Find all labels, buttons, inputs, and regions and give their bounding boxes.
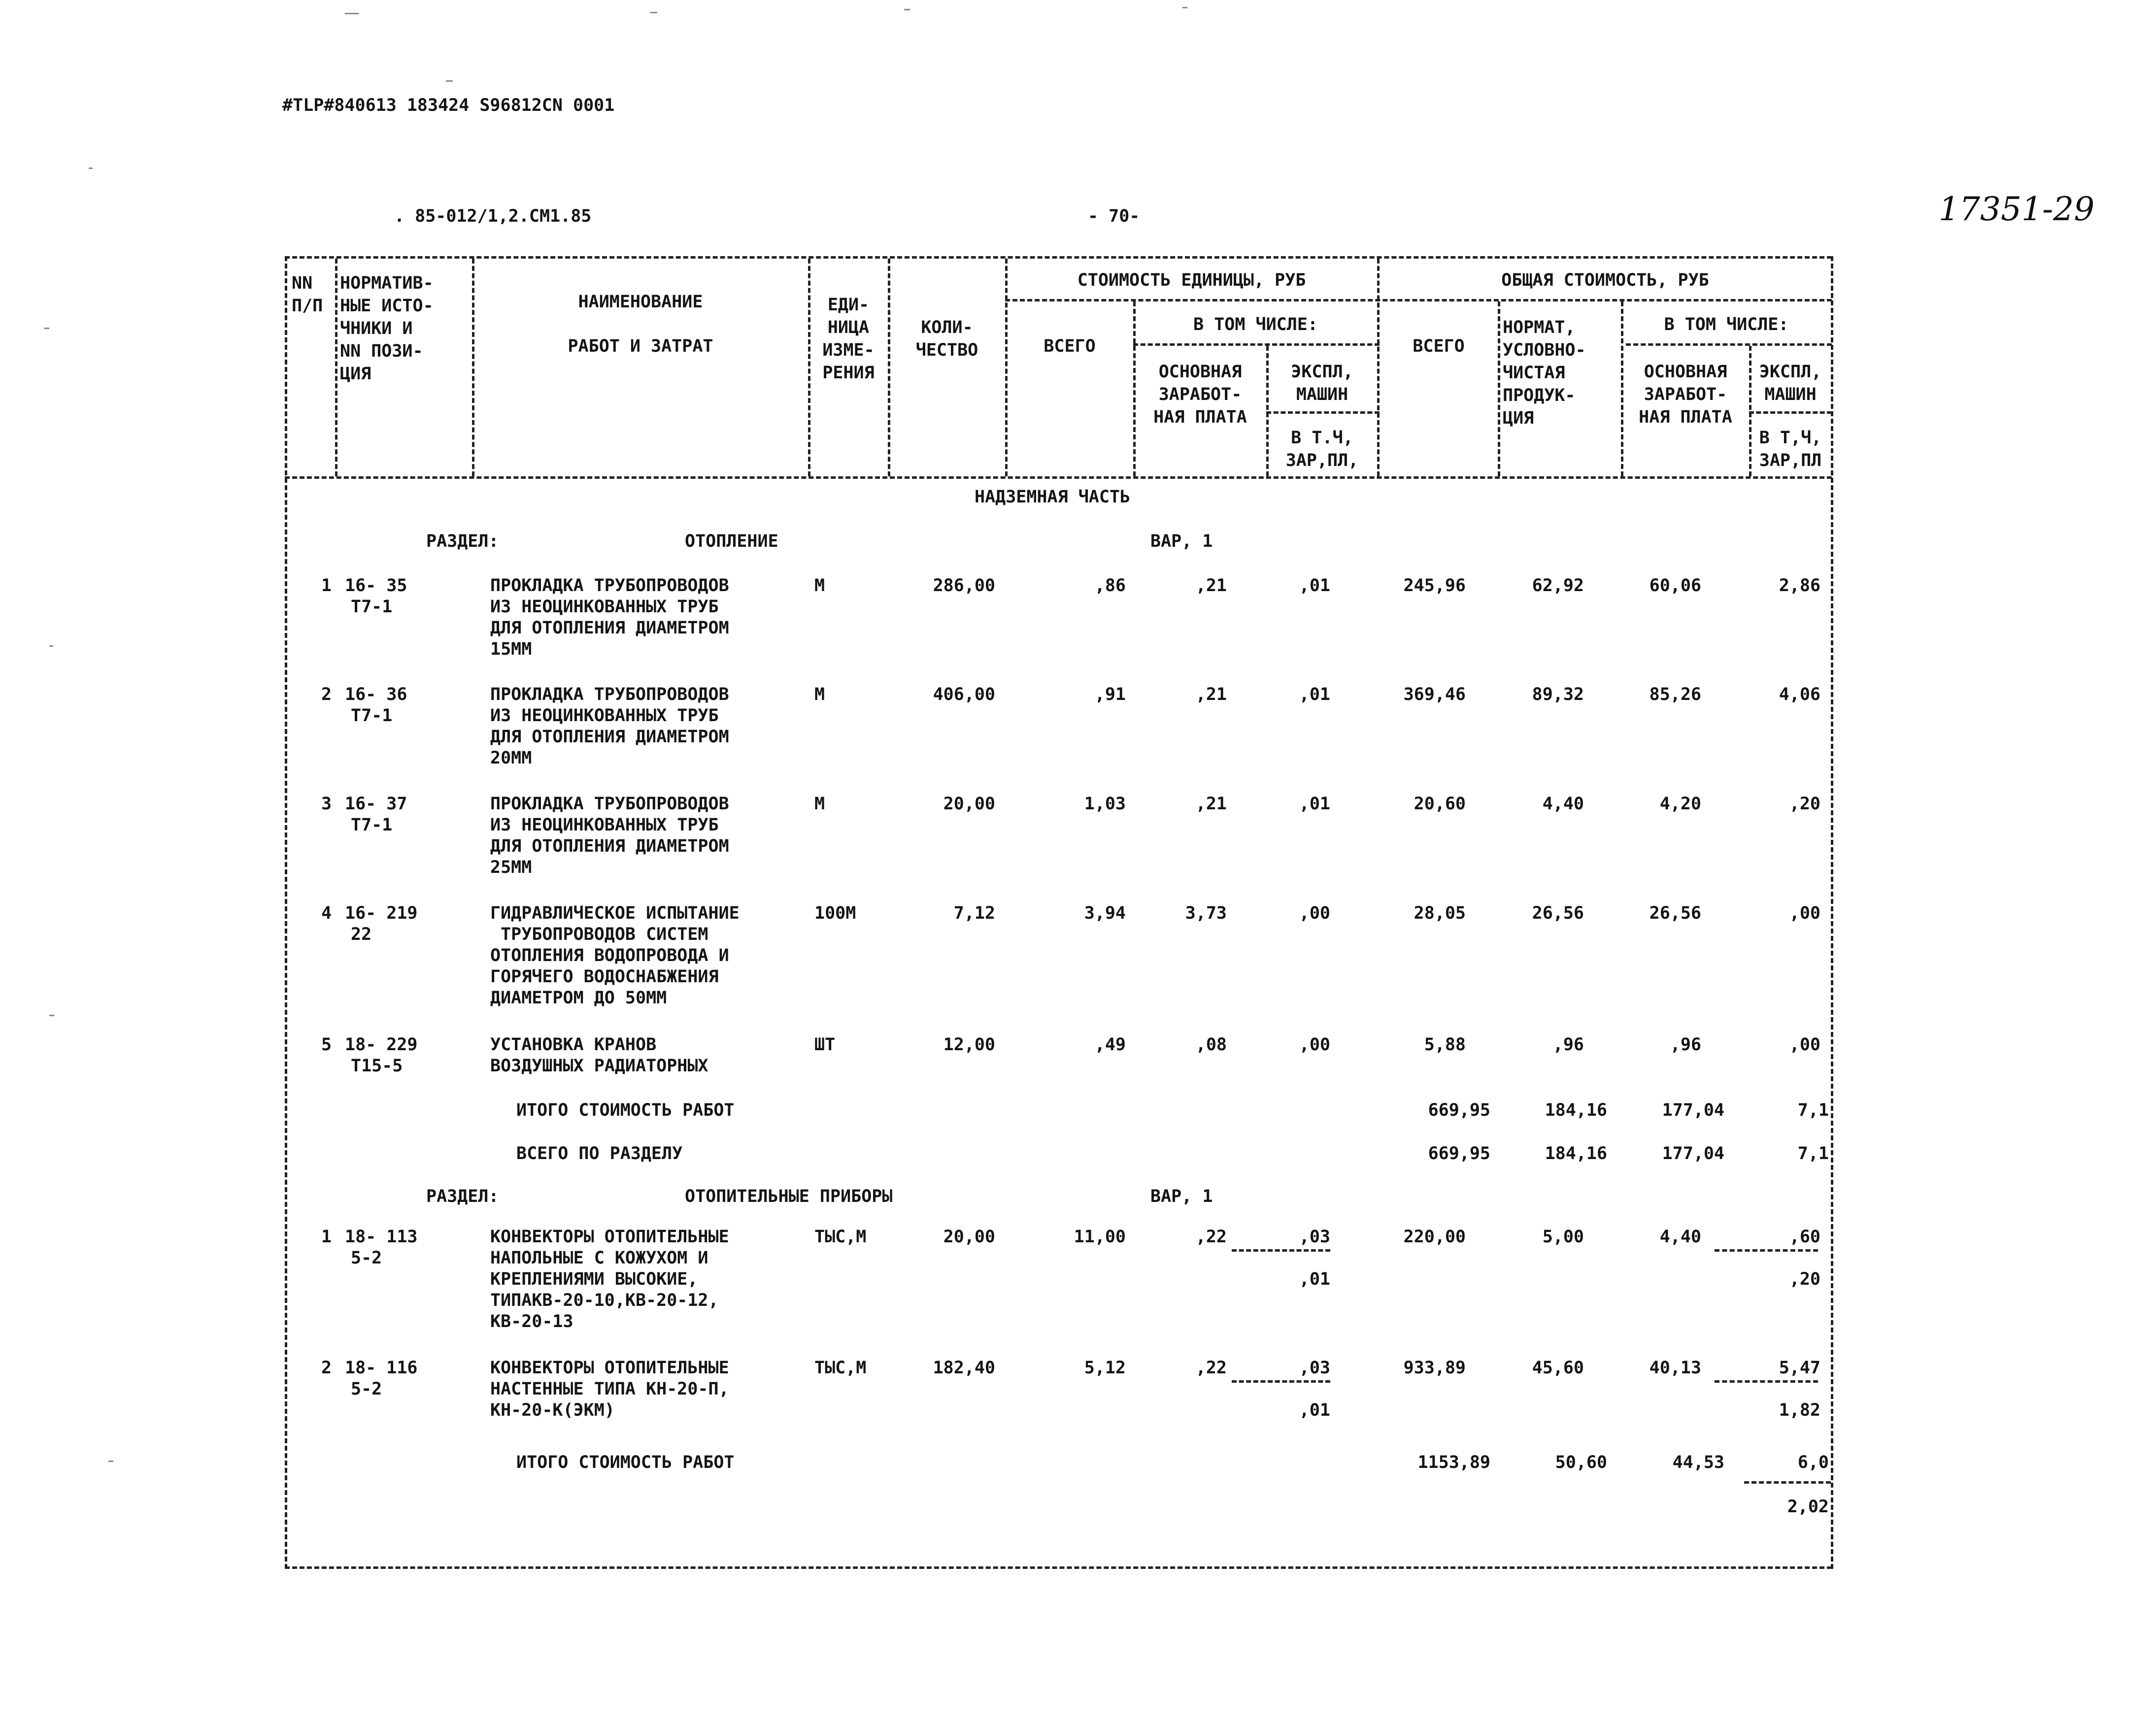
col-rule-5 xyxy=(1005,259,1008,476)
t-wages-value: 4,40 xyxy=(1659,1227,1701,1247)
qty-value: 286,00 xyxy=(933,576,995,596)
uc-total-value: ,86 xyxy=(1094,576,1126,596)
col-rule-1 xyxy=(335,259,337,476)
uc-mach-value: ,03 xyxy=(1299,1358,1330,1378)
work-name-line: ВОЗДУШНЫХ РАДИАТОРНЫХ xyxy=(490,1056,708,1076)
unit: ТЫС,М xyxy=(814,1358,867,1378)
work-name-line: ТИПАКВ-20-10,КВ-20-12, xyxy=(490,1291,719,1310)
document-code: . 85-012/1,2.CM1.85 xyxy=(394,206,592,226)
section-variant: ВАР, 1 xyxy=(1150,1187,1213,1206)
t-wages-value: 40,13 xyxy=(1649,1358,1701,1378)
uc-wages-value: ,08 xyxy=(1195,1035,1227,1055)
work-name-line: ПРОКЛАДКА ТРУБОПРОВОДОВ xyxy=(490,576,729,596)
col-rule-8 xyxy=(1377,259,1380,476)
uc-wages-value: ,21 xyxy=(1195,685,1227,704)
header-total-total: ВСЕГО xyxy=(1413,336,1465,356)
t-total-value: 1153,89 xyxy=(1417,1453,1490,1472)
uc-total-value: ,49 xyxy=(1094,1035,1126,1055)
t-total-value: 28,05 xyxy=(1414,903,1466,923)
norm-code: 18- 229 xyxy=(345,1035,418,1055)
t-mach-value: 4,06 xyxy=(1779,685,1820,704)
t-total-value: 5,88 xyxy=(1424,1035,1466,1055)
header-norm-net: НОРМАТ, УСЛОВНО- ЧИСТАЯ ПРОДУК- ЦИЯ xyxy=(1503,318,1586,428)
uc-total-value: 11,00 xyxy=(1074,1227,1126,1247)
handwritten-number: 17351-29 xyxy=(1939,190,2095,228)
uc-total-value: 1,03 xyxy=(1084,794,1126,814)
uc-total-value: 3,94 xyxy=(1084,903,1126,923)
work-name-line: ДЛЯ ОТОПЛЕНИЯ ДИАМЕТРОМ xyxy=(490,727,729,747)
section-title: ОТОПЛЕНИЕ xyxy=(685,532,778,551)
t-norm-value: 26,56 xyxy=(1532,903,1584,923)
header-rule-mach2 xyxy=(1749,411,1832,414)
col-rule-9 xyxy=(1498,301,1500,476)
table-bottom-rule xyxy=(285,1566,1832,1569)
t-mach-value: ,60 xyxy=(1789,1227,1820,1247)
header-name-line1: НАИМЕНОВАНИЕ xyxy=(578,292,703,312)
t-norm-value: 62,92 xyxy=(1532,576,1584,596)
t-mach-value: ,00 xyxy=(1789,903,1820,923)
work-name-line: УСТАНОВКА КРАНОВ xyxy=(490,1035,657,1055)
uc-wages-value: ,21 xyxy=(1195,576,1227,596)
t-mach-sub-value: ,20 xyxy=(1789,1269,1820,1289)
work-name-line: НАПОЛЬНЫЕ С КОЖУХОМ И xyxy=(490,1248,708,1268)
t-total-value: 245,96 xyxy=(1403,576,1466,596)
header-name-line2: РАБОТ И ЗАТРАТ xyxy=(568,336,713,356)
uc-wages-value: ,22 xyxy=(1195,1227,1227,1247)
uc-total-value: 5,12 xyxy=(1084,1358,1126,1378)
work-name-line: КОНВЕКТОРЫ ОТОПИТЕЛЬНЫЕ xyxy=(490,1227,729,1247)
t-wages-value: 60,06 xyxy=(1649,576,1701,596)
t-norm-value: ,96 xyxy=(1552,1035,1584,1055)
row-number: 3 xyxy=(321,794,332,814)
header-machines: ЭКСПЛ, МАШИН xyxy=(1291,362,1353,404)
t-mach-value: ,20 xyxy=(1789,794,1820,814)
row-number: 2 xyxy=(321,1358,332,1378)
header-total-cost: ОБЩАЯ СТОИМОСТЬ, РУБ xyxy=(1501,270,1709,290)
row-number: 4 xyxy=(321,903,332,923)
t-mach-value: 7,1 xyxy=(1797,1100,1829,1120)
norm-code: 16- 35 xyxy=(345,576,407,596)
work-name-line: НАСТЕННЫЕ ТИПА КН-20-П, xyxy=(490,1379,729,1399)
row-number: 1 xyxy=(321,576,332,596)
uc-mach-value: ,01 xyxy=(1299,794,1330,814)
header-rule-cost xyxy=(1005,299,1832,301)
work-name-line: ДИАМЕТРОМ ДО 50ММ xyxy=(490,988,667,1008)
norm-code: 16- 219 xyxy=(345,903,418,923)
uc-wages-value: ,21 xyxy=(1195,794,1227,814)
page-number: - 70- xyxy=(1088,206,1140,226)
t-norm-value: 5,00 xyxy=(1542,1227,1584,1247)
t-total-value: 220,00 xyxy=(1403,1227,1466,1247)
total-label: ИТОГО СТОИМОСТЬ РАБОТ xyxy=(516,1100,735,1120)
t-wages-value: 177,04 xyxy=(1662,1144,1724,1163)
row-number: 1 xyxy=(321,1227,332,1247)
uc-mach-value: ,00 xyxy=(1299,903,1330,923)
header-unit-incl: В ТОМ ЧИСЛЕ: xyxy=(1193,315,1318,334)
t-mach-sub-value: 2,02 xyxy=(1787,1497,1829,1517)
t-norm-value: 4,40 xyxy=(1542,794,1584,814)
t-norm-value: 184,16 xyxy=(1545,1100,1607,1120)
header-unit: ЕДИ- НИЦА ИЗМЕ- РЕНИЯ xyxy=(822,295,875,383)
header-rule-total-incl xyxy=(1626,343,1832,346)
section-title: ОТОПИТЕЛЬНЫЕ ПРИБОРЫ xyxy=(685,1187,893,1206)
norm-position: Т7-1 xyxy=(351,706,393,726)
row-number: 5 xyxy=(321,1035,332,1055)
t-total-value: 20,60 xyxy=(1414,794,1466,814)
t-wages-value: 26,56 xyxy=(1649,903,1701,923)
qty-value: 20,00 xyxy=(943,1227,995,1247)
work-name-line: ГОРЯЧЕГО ВОДОСНАБЖЕНИЯ xyxy=(490,967,719,987)
t-norm-value: 45,60 xyxy=(1532,1358,1584,1378)
work-name-line: ОТОПЛЕНИЯ ВОДОПРОВОДА И xyxy=(490,946,729,965)
t-mach-sub-value: 1,82 xyxy=(1779,1400,1820,1420)
sub-rule xyxy=(1715,1249,1818,1252)
qty-value: 20,00 xyxy=(943,794,995,814)
header-norm-source: НОРМАТИВ- НЫЕ ИСТО- ЧНИКИ И NN ПОЗИ- ЦИЯ xyxy=(340,273,434,384)
header-basic-wages: ОСНОВНАЯ ЗАРАБОТ- НАЯ ПЛАТА xyxy=(1153,362,1247,427)
work-name-line: ПРОКЛАДКА ТРУБОПРОВОДОВ xyxy=(490,685,729,704)
norm-position: 5-2 xyxy=(351,1379,382,1399)
work-name-line: ИЗ НЕОЦИНКОВАННЫХ ТРУБ xyxy=(490,597,719,617)
t-mach-value: 2,86 xyxy=(1779,576,1820,596)
norm-code: 16- 36 xyxy=(345,685,407,704)
work-name-line: ПРОКЛАДКА ТРУБОПРОВОДОВ xyxy=(490,794,729,814)
norm-position: Т7-1 xyxy=(351,597,393,617)
header-rule-unit-incl xyxy=(1133,343,1380,346)
total-label: ИТОГО СТОИМОСТЬ РАБОТ xyxy=(516,1453,735,1472)
work-name-line: КОНВЕКТОРЫ ОТОПИТЕЛЬНЫЕ xyxy=(490,1358,729,1378)
uc-mach-sub-value: ,01 xyxy=(1299,1400,1330,1420)
header-qty: КОЛИ- ЧЕСТВО xyxy=(915,318,978,360)
row-number: 2 xyxy=(321,685,332,704)
t-mach-value: ,00 xyxy=(1789,1035,1820,1055)
t-wages-value: 85,26 xyxy=(1649,685,1701,704)
norm-position: 5-2 xyxy=(351,1248,382,1268)
t-wages-value: 44,53 xyxy=(1672,1453,1724,1472)
t-wages-value: ,96 xyxy=(1670,1035,1701,1055)
header-basic-wages-2: ОСНОВНАЯ ЗАРАБОТ- НАЯ ПЛАТА xyxy=(1639,362,1732,427)
work-name-line: ИЗ НЕОЦИНКОВАННЫХ ТРУБ xyxy=(490,815,719,835)
uc-mach-value: ,01 xyxy=(1299,685,1330,704)
section-label: РАЗДЕЛ: xyxy=(426,532,499,551)
norm-position: Т15-5 xyxy=(351,1056,403,1076)
sub-rule xyxy=(1744,1481,1831,1484)
uc-wages-value: 3,73 xyxy=(1185,903,1227,923)
uc-mach-value: ,01 xyxy=(1299,576,1330,596)
header-rule-mach xyxy=(1266,411,1380,414)
norm-code: 16- 37 xyxy=(345,794,407,814)
total-label: ВСЕГО ПО РАЗДЕЛУ xyxy=(516,1144,683,1163)
uc-mach-value: ,00 xyxy=(1299,1035,1330,1055)
unit: М xyxy=(814,685,825,704)
work-name-line: ТРУБОПРОВОДОВ СИСТЕМ xyxy=(490,925,708,944)
col-rule-4 xyxy=(888,259,890,476)
section-variant: ВАР, 1 xyxy=(1150,532,1213,551)
t-total-value: 933,89 xyxy=(1403,1358,1466,1378)
table-top-rule xyxy=(285,256,1832,259)
t-total-value: 369,46 xyxy=(1403,685,1466,704)
section-label: РАЗДЕЛ: xyxy=(426,1187,499,1206)
t-norm-value: 89,32 xyxy=(1532,685,1584,704)
header-incl-wages: В Т.Ч, ЗАР,ПЛ, xyxy=(1285,428,1359,470)
header-machines-2: ЭКСПЛ, МАШИН xyxy=(1759,362,1822,404)
t-total-value: 669,95 xyxy=(1428,1144,1490,1163)
norm-code: 18- 113 xyxy=(345,1227,418,1247)
qty-value: 7,12 xyxy=(953,903,995,923)
header-bottom-rule xyxy=(285,476,1832,479)
work-name-line: КН-20-К(ЭКМ) xyxy=(490,1400,615,1420)
qty-value: 182,40 xyxy=(933,1358,995,1378)
t-wages-value: 4,20 xyxy=(1659,794,1701,814)
uc-mach-value: ,03 xyxy=(1299,1227,1330,1247)
t-mach-value: 7,1 xyxy=(1797,1144,1829,1163)
work-name-line: ДЛЯ ОТОПЛЕНИЯ ДИАМЕТРОМ xyxy=(490,836,729,856)
header-unit-total: ВСЕГО xyxy=(1044,336,1096,356)
header-incl-wages-2: В Т,Ч, ЗАР,ПЛ xyxy=(1759,428,1822,470)
sub-rule xyxy=(1232,1249,1330,1252)
sub-rule xyxy=(1715,1380,1818,1383)
norm-position: 22 xyxy=(351,925,372,944)
unit: ШТ xyxy=(814,1035,836,1055)
document-id: #TLP#840613 183424 S96812CN 0001 xyxy=(282,96,615,115)
work-name-line: ГИДРАВЛИЧЕСКОЕ ИСПЫТАНИЕ xyxy=(490,903,740,923)
work-name-line: КВ-20-13 xyxy=(490,1312,573,1331)
work-name-line: КРЕПЛЕНИЯМИ ВЫСОКИЕ, xyxy=(490,1269,698,1289)
work-name-line: 25ММ xyxy=(490,858,532,877)
qty-value: 12,00 xyxy=(943,1035,995,1055)
norm-code: 18- 116 xyxy=(345,1358,418,1378)
unit: М xyxy=(814,576,825,596)
uc-mach-sub-value: ,01 xyxy=(1299,1269,1330,1289)
norm-position: Т7-1 xyxy=(351,815,393,835)
t-norm-value: 50,60 xyxy=(1555,1453,1607,1472)
header-unit-cost: СТОИМОСТЬ ЕДИНИЦЫ, РУБ xyxy=(1077,270,1306,290)
part-title: НАДЗЕМНАЯ ЧАСТЬ xyxy=(975,487,1131,507)
t-norm-value: 184,16 xyxy=(1545,1144,1607,1163)
qty-value: 406,00 xyxy=(933,685,995,704)
t-mach-value: 5,47 xyxy=(1779,1358,1820,1378)
uc-wages-value: ,22 xyxy=(1195,1358,1227,1378)
unit: М xyxy=(814,794,825,814)
table-right-border xyxy=(1831,256,1833,1569)
t-wages-value: 177,04 xyxy=(1662,1100,1724,1120)
work-name-line: 20ММ xyxy=(490,748,532,768)
header-total-incl: В ТОМ ЧИСЛЕ: xyxy=(1664,315,1789,334)
col-rule-2 xyxy=(472,259,474,476)
t-mach-value: 6,0 xyxy=(1797,1453,1829,1472)
t-total-value: 669,95 xyxy=(1428,1100,1490,1120)
sub-rule xyxy=(1232,1380,1330,1383)
work-name-line: ИЗ НЕОЦИНКОВАННЫХ ТРУБ xyxy=(490,706,719,726)
header-nn: NN П/П xyxy=(292,273,323,316)
work-name-line: 15ММ xyxy=(490,639,532,659)
unit: ТЫС,М xyxy=(814,1227,867,1247)
uc-total-value: ,91 xyxy=(1094,685,1126,704)
unit: 100М xyxy=(814,903,856,923)
table-left-border xyxy=(285,256,287,1569)
work-name-line: ДЛЯ ОТОПЛЕНИЯ ДИАМЕТРОМ xyxy=(490,618,729,638)
